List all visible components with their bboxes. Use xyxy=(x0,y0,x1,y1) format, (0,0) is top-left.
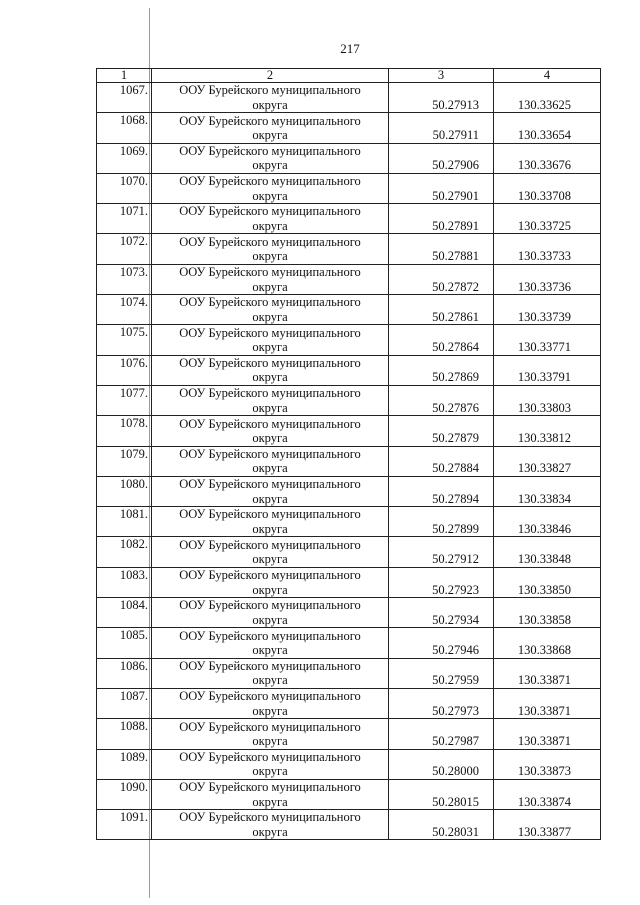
owner-name-cell xyxy=(152,476,389,506)
table-row xyxy=(97,295,601,325)
latitude-cell: 50.27869 xyxy=(389,355,494,385)
owner-name-cell xyxy=(152,264,389,294)
row-number-cell: 1069. xyxy=(97,143,152,173)
latitude-cell: 50.28015 xyxy=(389,779,494,809)
owner-name-line-1: ООУ Бурейского муниципального xyxy=(179,780,361,795)
owner-name-cell xyxy=(152,719,389,749)
latitude-cell: 50.27861 xyxy=(389,295,494,325)
owner-name-line-2: округа xyxy=(252,461,288,476)
table-row xyxy=(97,628,601,658)
table-row xyxy=(97,507,601,537)
owner-name-cell xyxy=(152,83,389,113)
row-number-cell: 1071. xyxy=(97,204,152,234)
owner-name-cell xyxy=(152,446,389,476)
longitude-cell: 130.33827 xyxy=(494,446,601,476)
row-number-cell: 1076. xyxy=(97,355,152,385)
owner-name-line-2: округа xyxy=(252,128,288,143)
owner-name-line-1: ООУ Бурейского муниципального xyxy=(179,265,361,280)
row-number-cell: 1088. xyxy=(97,719,152,749)
owner-name-line-2: округа xyxy=(252,188,288,203)
owner-name-line-2: округа xyxy=(252,340,288,355)
owner-name-line-2: округа xyxy=(252,643,288,658)
page-number: 217 xyxy=(340,41,360,56)
owner-name-line-2: округа xyxy=(252,764,288,779)
row-number-cell: 1067. xyxy=(97,83,152,113)
owner-name-cell xyxy=(152,688,389,718)
table-row xyxy=(97,264,601,294)
owner-name-line-1: ООУ Бурейского муниципального xyxy=(179,658,361,673)
owner-name-line-2: округа xyxy=(252,794,288,809)
owner-name-line-1: ООУ Бурейского муниципального xyxy=(179,719,361,734)
owner-name-line-1: ООУ Бурейского муниципального xyxy=(179,113,361,128)
longitude-cell: 130.33676 xyxy=(494,143,601,173)
row-number-cell: 1073. xyxy=(97,264,152,294)
row-number-cell: 1080. xyxy=(97,476,152,506)
owner-name-line-2: округа xyxy=(252,824,288,839)
owner-name-line-1: ООУ Бурейского муниципального xyxy=(179,295,361,310)
table-row xyxy=(97,688,601,718)
latitude-cell: 50.27934 xyxy=(389,598,494,628)
owner-name-cell xyxy=(152,143,389,173)
latitude-cell: 50.27923 xyxy=(389,567,494,597)
row-number-cell: 1074. xyxy=(97,295,152,325)
owner-name-line-1: ООУ Бурейского муниципального xyxy=(179,174,361,189)
latitude-cell: 50.28000 xyxy=(389,749,494,779)
owner-name-cell xyxy=(152,204,389,234)
longitude-cell: 130.33871 xyxy=(494,658,601,688)
table-row xyxy=(97,719,601,749)
owner-name-cell xyxy=(152,416,389,446)
table-row xyxy=(97,658,601,688)
longitude-cell: 130.33877 xyxy=(494,810,601,840)
owner-name-cell xyxy=(152,355,389,385)
row-number-cell: 1087. xyxy=(97,688,152,718)
column-header-2: 2 xyxy=(152,69,389,83)
latitude-cell: 50.27894 xyxy=(389,476,494,506)
table-row xyxy=(97,598,601,628)
latitude-cell: 50.27879 xyxy=(389,416,494,446)
owner-name-cell xyxy=(152,385,389,415)
latitude-cell: 50.27881 xyxy=(389,234,494,264)
latitude-cell: 50.28031 xyxy=(389,810,494,840)
longitude-cell: 130.33874 xyxy=(494,779,601,809)
latitude-cell: 50.27901 xyxy=(389,173,494,203)
owner-name-line-1: ООУ Бурейского муниципального xyxy=(179,325,361,340)
table-row xyxy=(97,234,601,264)
owner-name-line-1: ООУ Бурейского муниципального xyxy=(179,386,361,401)
longitude-cell: 130.33736 xyxy=(494,264,601,294)
owner-name-cell xyxy=(152,567,389,597)
table-row xyxy=(97,567,601,597)
latitude-cell: 50.27973 xyxy=(389,688,494,718)
latitude-cell: 50.27899 xyxy=(389,507,494,537)
table-row xyxy=(97,143,601,173)
owner-name-line-2: округа xyxy=(252,158,288,173)
owner-name-line-1: ООУ Бурейского муниципального xyxy=(179,689,361,704)
longitude-cell: 130.33848 xyxy=(494,537,601,567)
table-row xyxy=(97,204,601,234)
owner-name-line-1: ООУ Бурейского муниципального xyxy=(179,355,361,370)
table-row xyxy=(97,385,601,415)
owner-name-cell xyxy=(152,507,389,537)
latitude-cell: 50.27911 xyxy=(389,113,494,143)
longitude-cell: 130.33873 xyxy=(494,749,601,779)
latitude-cell: 50.27946 xyxy=(389,628,494,658)
row-number-cell: 1091. xyxy=(97,810,152,840)
latitude-cell: 50.27913 xyxy=(389,83,494,113)
table-row xyxy=(97,537,601,567)
row-number-cell: 1068. xyxy=(97,113,152,143)
owner-name-cell xyxy=(152,628,389,658)
owner-name-cell xyxy=(152,295,389,325)
latitude-cell: 50.27872 xyxy=(389,264,494,294)
row-number-cell: 1070. xyxy=(97,173,152,203)
table-row xyxy=(97,113,601,143)
owner-name-line-1: ООУ Бурейского муниципального xyxy=(179,83,361,98)
latitude-cell: 50.27912 xyxy=(389,537,494,567)
owner-name-cell xyxy=(152,537,389,567)
row-number-cell: 1072. xyxy=(97,234,152,264)
longitude-cell: 130.33846 xyxy=(494,507,601,537)
owner-name-cell xyxy=(152,779,389,809)
owner-name-line-1: ООУ Бурейского муниципального xyxy=(179,598,361,613)
table-row xyxy=(97,810,601,840)
longitude-cell: 130.33868 xyxy=(494,628,601,658)
row-number-cell: 1089. xyxy=(97,749,152,779)
latitude-cell: 50.27891 xyxy=(389,204,494,234)
owner-name-line-1: ООУ Бурейского муниципального xyxy=(179,446,361,461)
row-number-cell: 1086. xyxy=(97,658,152,688)
owner-name-line-1: ООУ Бурейского муниципального xyxy=(179,749,361,764)
owner-name-line-2: округа xyxy=(252,582,288,597)
table-row xyxy=(97,779,601,809)
longitude-cell: 130.33858 xyxy=(494,598,601,628)
owner-name-line-2: округа xyxy=(252,491,288,506)
longitude-cell: 130.33850 xyxy=(494,567,601,597)
longitude-cell: 130.33834 xyxy=(494,476,601,506)
longitude-cell: 130.33739 xyxy=(494,295,601,325)
owner-name-line-2: округа xyxy=(252,521,288,536)
longitude-cell: 130.33803 xyxy=(494,385,601,415)
owner-name-line-1: ООУ Бурейского муниципального xyxy=(179,234,361,249)
owner-name-line-1: ООУ Бурейского муниципального xyxy=(179,628,361,643)
owner-name-line-1: ООУ Бурейского муниципального xyxy=(179,477,361,492)
owner-name-cell xyxy=(152,325,389,355)
longitude-cell: 130.33791 xyxy=(494,355,601,385)
row-number-cell: 1082. xyxy=(97,537,152,567)
owner-name-line-2: округа xyxy=(252,218,288,233)
owner-name-line-2: округа xyxy=(252,673,288,688)
owner-name-cell xyxy=(152,234,389,264)
latitude-cell: 50.27876 xyxy=(389,385,494,415)
longitude-cell: 130.33812 xyxy=(494,416,601,446)
table-row xyxy=(97,325,601,355)
column-header-3: 3 xyxy=(389,69,494,83)
latitude-cell: 50.27959 xyxy=(389,658,494,688)
owner-name-line-1: ООУ Бурейского муниципального xyxy=(179,810,361,825)
row-number-cell: 1081. xyxy=(97,507,152,537)
table-row xyxy=(97,446,601,476)
longitude-cell: 130.33771 xyxy=(494,325,601,355)
longitude-cell: 130.33871 xyxy=(494,719,601,749)
owner-name-line-2: округа xyxy=(252,97,288,112)
row-number-cell: 1085. xyxy=(97,628,152,658)
owner-name-line-1: ООУ Бурейского муниципального xyxy=(179,537,361,552)
longitude-cell: 130.33871 xyxy=(494,688,601,718)
table-header-row xyxy=(97,69,601,83)
coordinates-table xyxy=(96,68,601,840)
owner-name-cell xyxy=(152,810,389,840)
owner-name-line-2: округа xyxy=(252,370,288,385)
table-row xyxy=(97,83,601,113)
owner-name-cell xyxy=(152,113,389,143)
row-number-cell: 1079. xyxy=(97,446,152,476)
row-number-cell: 1078. xyxy=(97,416,152,446)
owner-name-line-2: округа xyxy=(252,552,288,567)
owner-name-cell xyxy=(152,598,389,628)
owner-name-line-2: округа xyxy=(252,279,288,294)
table-row xyxy=(97,749,601,779)
latitude-cell: 50.27884 xyxy=(389,446,494,476)
owner-name-line-2: округа xyxy=(252,734,288,749)
owner-name-line-2: округа xyxy=(252,431,288,446)
row-number-cell: 1075. xyxy=(97,325,152,355)
longitude-cell: 130.33725 xyxy=(494,204,601,234)
latitude-cell: 50.27987 xyxy=(389,719,494,749)
owner-name-line-1: ООУ Бурейского муниципального xyxy=(179,507,361,522)
table-row xyxy=(97,476,601,506)
row-number-cell: 1077. xyxy=(97,385,152,415)
owner-name-line-1: ООУ Бурейского муниципального xyxy=(179,568,361,583)
owner-name-line-1: ООУ Бурейского муниципального xyxy=(179,143,361,158)
longitude-cell: 130.33625 xyxy=(494,83,601,113)
table-row xyxy=(97,416,601,446)
owner-name-line-2: округа xyxy=(252,249,288,264)
row-number-cell: 1083. xyxy=(97,567,152,597)
owner-name-line-2: округа xyxy=(252,612,288,627)
owner-name-cell xyxy=(152,173,389,203)
row-number-cell: 1084. xyxy=(97,598,152,628)
owner-name-cell xyxy=(152,658,389,688)
table-row xyxy=(97,355,601,385)
owner-name-line-2: округа xyxy=(252,703,288,718)
longitude-cell: 130.33733 xyxy=(494,234,601,264)
longitude-cell: 130.33654 xyxy=(494,113,601,143)
row-number-cell: 1090. xyxy=(97,779,152,809)
table-row xyxy=(97,173,601,203)
latitude-cell: 50.27864 xyxy=(389,325,494,355)
owner-name-line-2: округа xyxy=(252,400,288,415)
longitude-cell: 130.33708 xyxy=(494,173,601,203)
latitude-cell: 50.27906 xyxy=(389,143,494,173)
owner-name-cell xyxy=(152,749,389,779)
owner-name-line-1: ООУ Бурейского муниципального xyxy=(179,416,361,431)
owner-name-line-1: ООУ Бурейского муниципального xyxy=(179,204,361,219)
column-header-4: 4 xyxy=(494,69,601,83)
column-header-1: 1 xyxy=(97,69,152,83)
table-body xyxy=(97,69,601,840)
owner-name-line-2: округа xyxy=(252,309,288,324)
